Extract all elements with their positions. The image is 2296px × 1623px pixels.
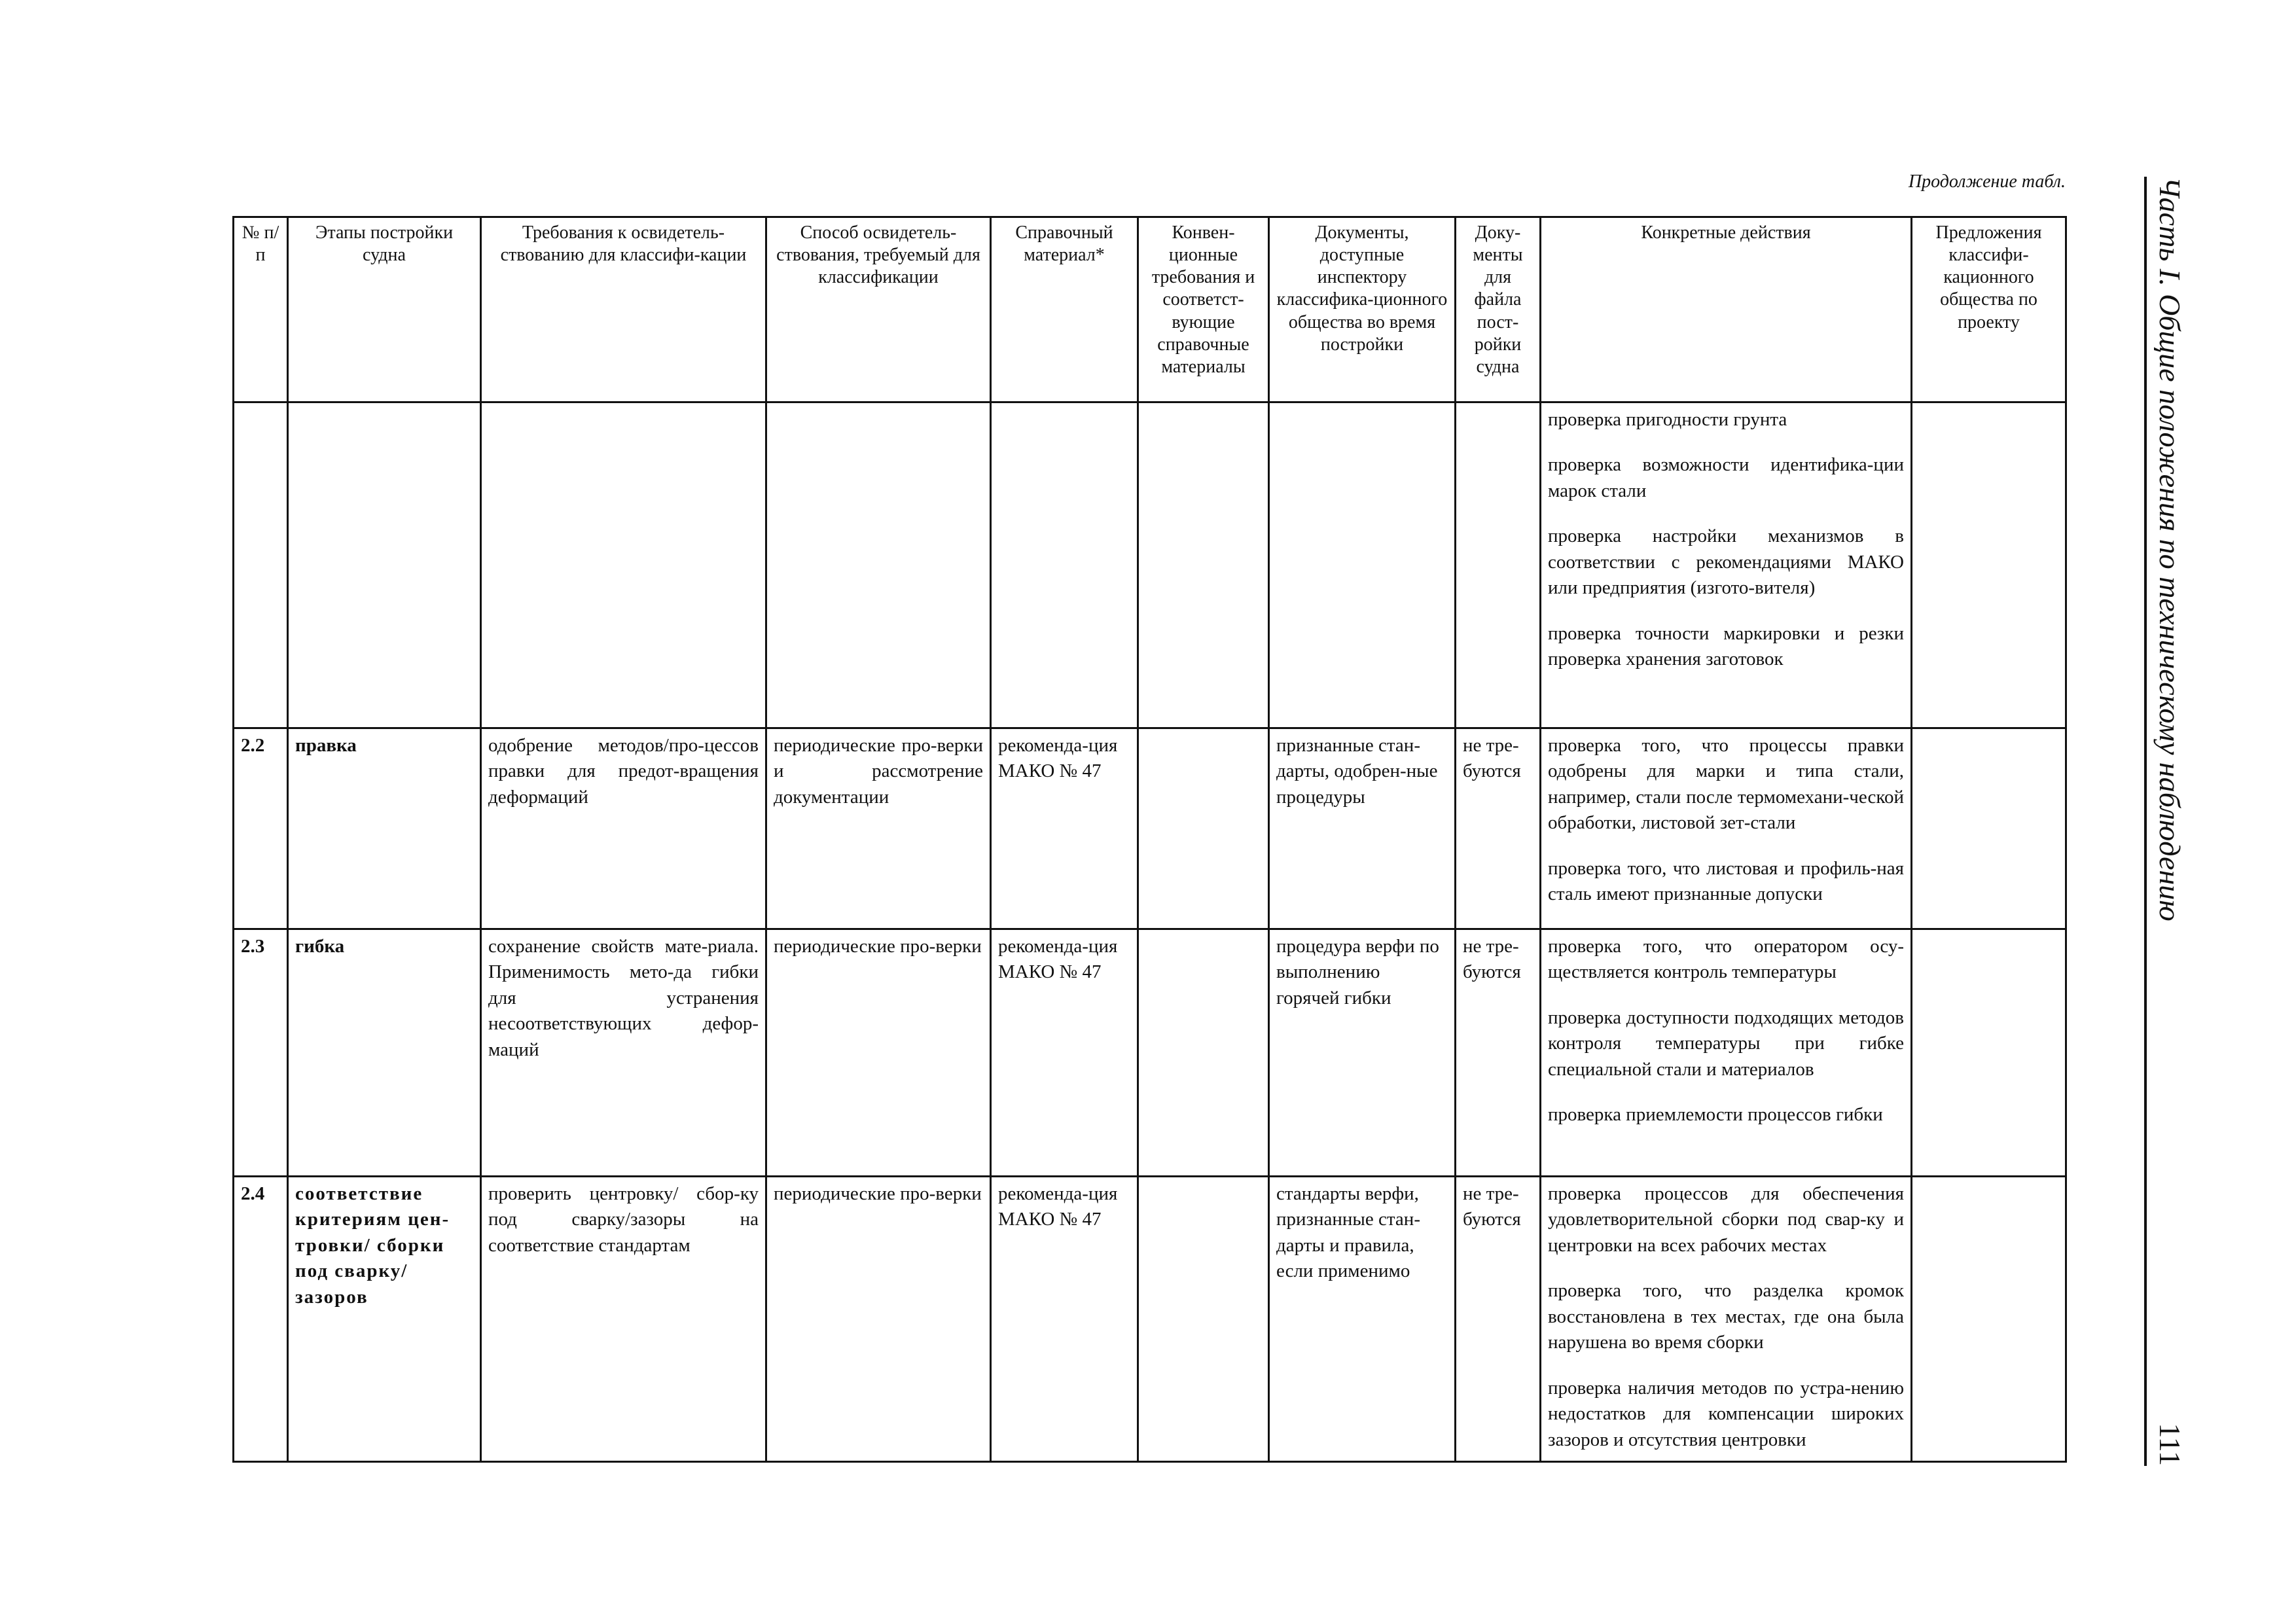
cell-method: периодические про-верки	[766, 1177, 991, 1462]
action-item: проверка того, что оператором осу-ществляется контроль температуры	[1548, 936, 1904, 983]
cell-method: периодические про-верки	[766, 929, 991, 1177]
cell-stage: гибка	[288, 929, 481, 1177]
col-header-conventional: Конвен-ционные требования и соответст-вующие справочные материалы	[1138, 217, 1269, 402]
action-item: проверка того, что листовая и профиль-ная сталь имеют признанные допуски	[1548, 857, 1904, 905]
cell-actions	[1541, 929, 1912, 1177]
table-header-row	[234, 217, 2066, 402]
cell-number: 2.4	[234, 1177, 288, 1462]
col-header-requirements: Требования к освидетель-ствованию для классифи-кации	[481, 217, 766, 402]
cell-reference	[991, 402, 1138, 728]
survey-table	[232, 216, 2067, 1463]
cell-documents	[1269, 402, 1456, 728]
cell-proposals	[1912, 402, 2066, 728]
col-header-actions: Конкретные действия	[1541, 217, 1912, 402]
cell-actions	[1541, 1177, 1912, 1462]
cell-file-docs: не тре-буются	[1456, 1177, 1541, 1462]
col-header-proposals: Предложения классифи-кационного общества по проекту	[1912, 217, 2066, 402]
cell-file-docs: не тре-буются	[1456, 929, 1541, 1177]
cell-requirements: сохранение свойств мате-риала. Применимость мето-да гибки для устранения несоответствующих дефор-маций	[481, 929, 766, 1177]
cell-reference: рекоменда-ция МАКО № 47	[991, 929, 1138, 1177]
page-number: 111	[2153, 1423, 2187, 1466]
cell-documents: процедура верфи по выполнению горячей гибки	[1269, 929, 1456, 1177]
cell-file-docs	[1456, 402, 1541, 728]
action-item: проверка точности маркировки и резки проверка хранения заготовок	[1548, 622, 1904, 670]
table-row	[234, 1177, 2066, 1462]
cell-number: 2.3	[234, 929, 288, 1177]
cell-file-docs: не тре-буются	[1456, 728, 1541, 929]
cell-stage: правка	[288, 728, 481, 929]
cell-conventional	[1138, 1177, 1269, 1462]
cell-proposals	[1912, 929, 2066, 1177]
cell-reference: рекоменда-ция МАКО № 47	[991, 728, 1138, 929]
action-item: проверка процессов для обеспечения удовлетворительной сборки под свар-ку и центровки на всех рабочих местах	[1548, 1183, 1904, 1256]
side-rule	[2144, 177, 2147, 1466]
side-title: Часть I. Общие положения по техническому наблюдению	[2153, 177, 2187, 921]
cell-method	[766, 402, 991, 728]
table-row	[234, 402, 2066, 728]
action-item: проверка наличия методов по устра-нению недостатков для компенсации широких зазоров и отсутствия центровки	[1548, 1377, 1904, 1450]
side-header	[2140, 177, 2193, 1466]
col-header-stage: Этапы постройки судна	[288, 217, 481, 402]
action-item: проверка того, что разделка кромок восстановлена в тех местах, где она была нарушена во время сборки	[1548, 1280, 1904, 1353]
cell-requirements	[481, 402, 766, 728]
cell-documents: признанные стан-дарты, одобрен-ные процедуры	[1269, 728, 1456, 929]
cell-stage	[288, 402, 481, 728]
action-item: проверка пригодности грунта	[1548, 409, 1787, 430]
cell-method: периодические про-верки и рассмотрение документации	[766, 728, 991, 929]
table-row	[234, 929, 2066, 1177]
col-header-file-docs: Доку-менты для файла пост-ройки судна	[1456, 217, 1541, 402]
cell-proposals	[1912, 728, 2066, 929]
cell-documents: стандарты верфи, признанные стан-дарты и правила, если применимо	[1269, 1177, 1456, 1462]
action-item: проверка доступности подходящих методов контроля температуры при гибке специальной стали и материалов	[1548, 1007, 1904, 1080]
action-item: проверка того, что процессы правки одобрены для марки и типа стали, например, стали после термомехани-ческой обработки, листовой зет-стали	[1548, 735, 1904, 834]
cell-conventional	[1138, 402, 1269, 728]
col-header-number: № п/п	[234, 217, 288, 402]
col-header-documents: Документы, доступные инспектору классифика-ционного общества во время постройки	[1269, 217, 1456, 402]
cell-conventional	[1138, 929, 1269, 1177]
action-item: проверка возможности идентифика-ции марок стали	[1548, 454, 1904, 501]
cell-requirements: проверить центровку/ сбор-ку под сварку/зазоры на соответствие стандартам	[481, 1177, 766, 1462]
table-row	[234, 728, 2066, 929]
continuation-note: Продолжение табл.	[1908, 171, 2066, 192]
action-item: проверка приемлемости процессов гибки	[1548, 1104, 1883, 1126]
cell-stage: соответствие критериям цен-тровки/ сборки под сварку/ зазоров	[288, 1177, 481, 1462]
action-item: проверка настройки механизмов в соответствии с рекомендациями МАКО или предприятия (изгото-вителя)	[1548, 526, 1904, 599]
cell-actions	[1541, 402, 1912, 728]
cell-requirements: одобрение методов/про-цессов правки для предот-вращения деформаций	[481, 728, 766, 929]
cell-number	[234, 402, 288, 728]
col-header-reference: Справочный материал*	[991, 217, 1138, 402]
cell-conventional	[1138, 728, 1269, 929]
cell-number: 2.2	[234, 728, 288, 929]
cell-proposals	[1912, 1177, 2066, 1462]
cell-reference: рекоменда-ция МАКО № 47	[991, 1177, 1138, 1462]
cell-actions	[1541, 728, 1912, 929]
col-header-method: Способ освидетель-ствования, требуемый для классификации	[766, 217, 991, 402]
